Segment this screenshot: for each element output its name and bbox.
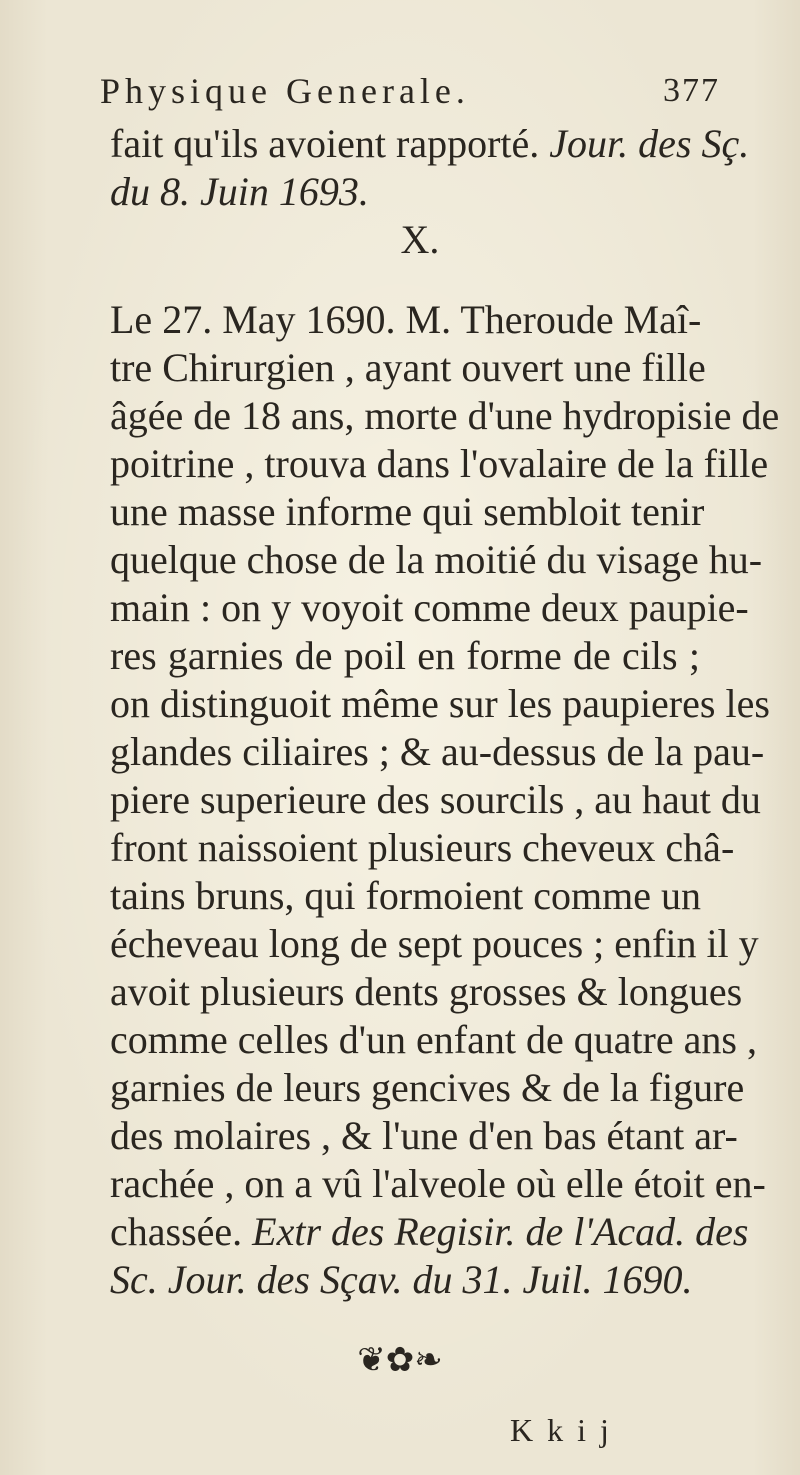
- text-line: glandes ciliaires ; & au-dessus de la pau-: [110, 729, 765, 774]
- carryover-reference: Jour. des Sç.: [549, 121, 750, 166]
- text-line: on distinguoit même sur les paupieres les: [110, 681, 770, 726]
- text-line-with-source: [110, 1208, 749, 1256]
- source-reference-continued: Sc. Jour. des Sçav. du 31. Juil. 1690.: [110, 1257, 693, 1302]
- text-line: garnies de leurs gencives & de la figure: [110, 1065, 745, 1110]
- text-line: front naissoient plusieurs cheveux châ-: [110, 825, 735, 870]
- text-line: des molaires , & l'une d'en bas étant ar-: [110, 1113, 738, 1158]
- text-line: poitrine , trouva dans l'ovalaire de la fille: [110, 441, 769, 486]
- page-number: 377: [663, 72, 720, 109]
- text-line: comme celles d'un enfant de quatre ans ,: [110, 1017, 757, 1062]
- text-line: une masse informe qui sembloit tenir: [110, 489, 705, 534]
- text-line: quelque chose de la moitié du visage hu-: [110, 537, 763, 582]
- text-line-end: chassée.: [110, 1209, 243, 1254]
- text-line: piere superieure des sourcils , au haut du: [110, 777, 761, 822]
- text-line: âgée de 18 ans, morte d'une hydropisie de: [110, 393, 780, 438]
- signature-mark: K k i j: [510, 1412, 612, 1448]
- carryover-line-1: [110, 120, 750, 168]
- page-header: [100, 68, 720, 114]
- text-line: tre Chirurgien , ayant ouvert une fille: [110, 345, 706, 390]
- source-reference: Extr des Regisir. de l'Acad. des: [252, 1209, 749, 1254]
- running-head: Physique Generale.: [100, 71, 470, 111]
- text-line: Le 27. May 1690. M. Theroude Maî-: [110, 297, 702, 342]
- text-line: avoit plusieurs dents grosses & longues: [110, 969, 743, 1014]
- section-number: X.: [400, 217, 440, 262]
- text-line: rachée , on a vû l'alveole où elle étoit en-: [110, 1161, 766, 1206]
- tailpiece-ornament: ❦✿❧: [357, 1340, 443, 1380]
- carryover-line-2: du 8. Juin 1693.: [110, 169, 369, 214]
- text-line: tains bruns, qui formoient comme un: [110, 873, 702, 918]
- carryover-text: fait qu'ils avoient rapporté.: [110, 121, 550, 166]
- text-line: res garnies de poil en forme de cils ;: [110, 633, 700, 678]
- text-line: écheveau long de sept pouces ; enfin il y: [110, 921, 759, 966]
- text-line: main : on y voyoit comme deux paupie-: [110, 585, 749, 630]
